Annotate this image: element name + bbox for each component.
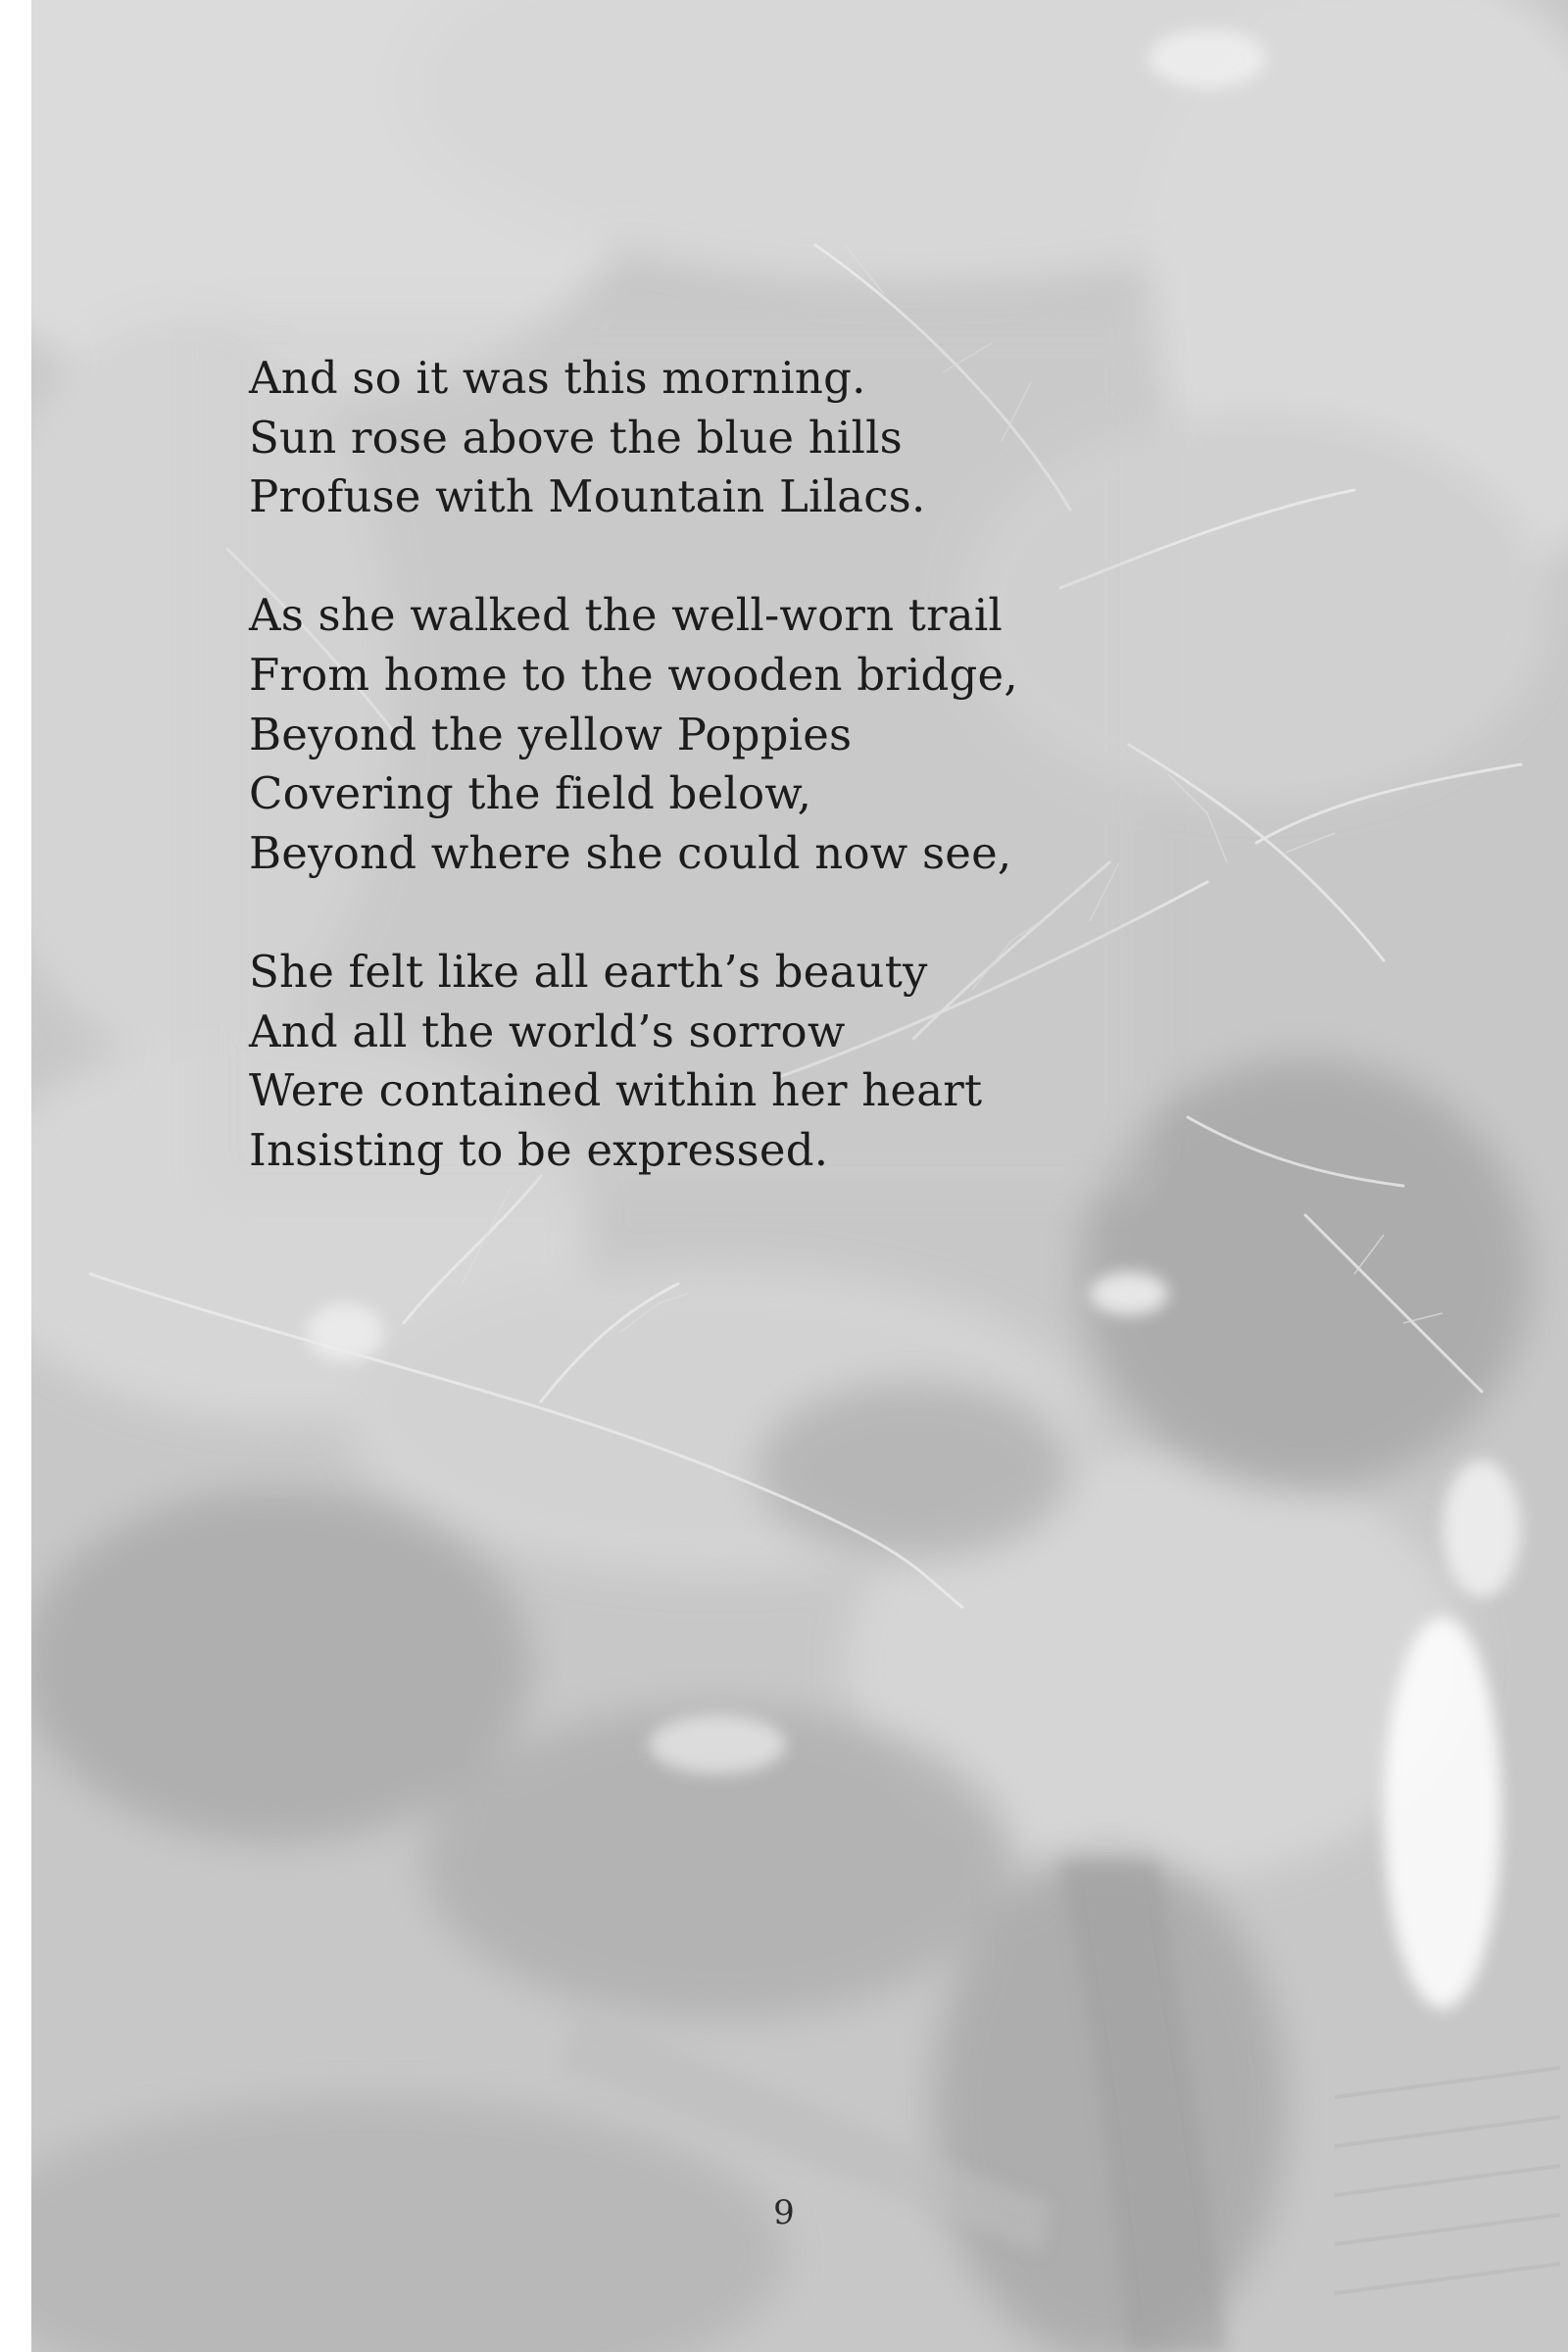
poem-line: As she walked the well-worn trail bbox=[249, 589, 1004, 642]
page-number: 9 bbox=[773, 2193, 795, 2232]
poem-line: Beyond the yellow Poppies bbox=[249, 708, 853, 760]
stanza-2 bbox=[249, 586, 1229, 883]
poem-line: And so it was this morning. bbox=[249, 352, 866, 404]
poem bbox=[249, 349, 1229, 1180]
poem-line: She felt like all earth’s beauty bbox=[249, 945, 928, 998]
poem-line: Beyond where she could now see, bbox=[249, 826, 1012, 879]
poem-line: Covering the field below, bbox=[249, 767, 812, 820]
poem-line: From home to the wooden bridge, bbox=[249, 648, 1018, 701]
poem-line: Were contained within her heart bbox=[249, 1064, 983, 1117]
stanza-1 bbox=[249, 349, 1229, 527]
poem-line: Sun rose above the blue hills bbox=[249, 411, 903, 464]
poem-line: Profuse with Mountain Lilacs. bbox=[249, 470, 926, 523]
stanza-3 bbox=[249, 943, 1229, 1180]
poem-line: And all the world’s sorrow bbox=[249, 1004, 846, 1057]
poem-line: Insisting to be expressed. bbox=[249, 1123, 829, 1176]
